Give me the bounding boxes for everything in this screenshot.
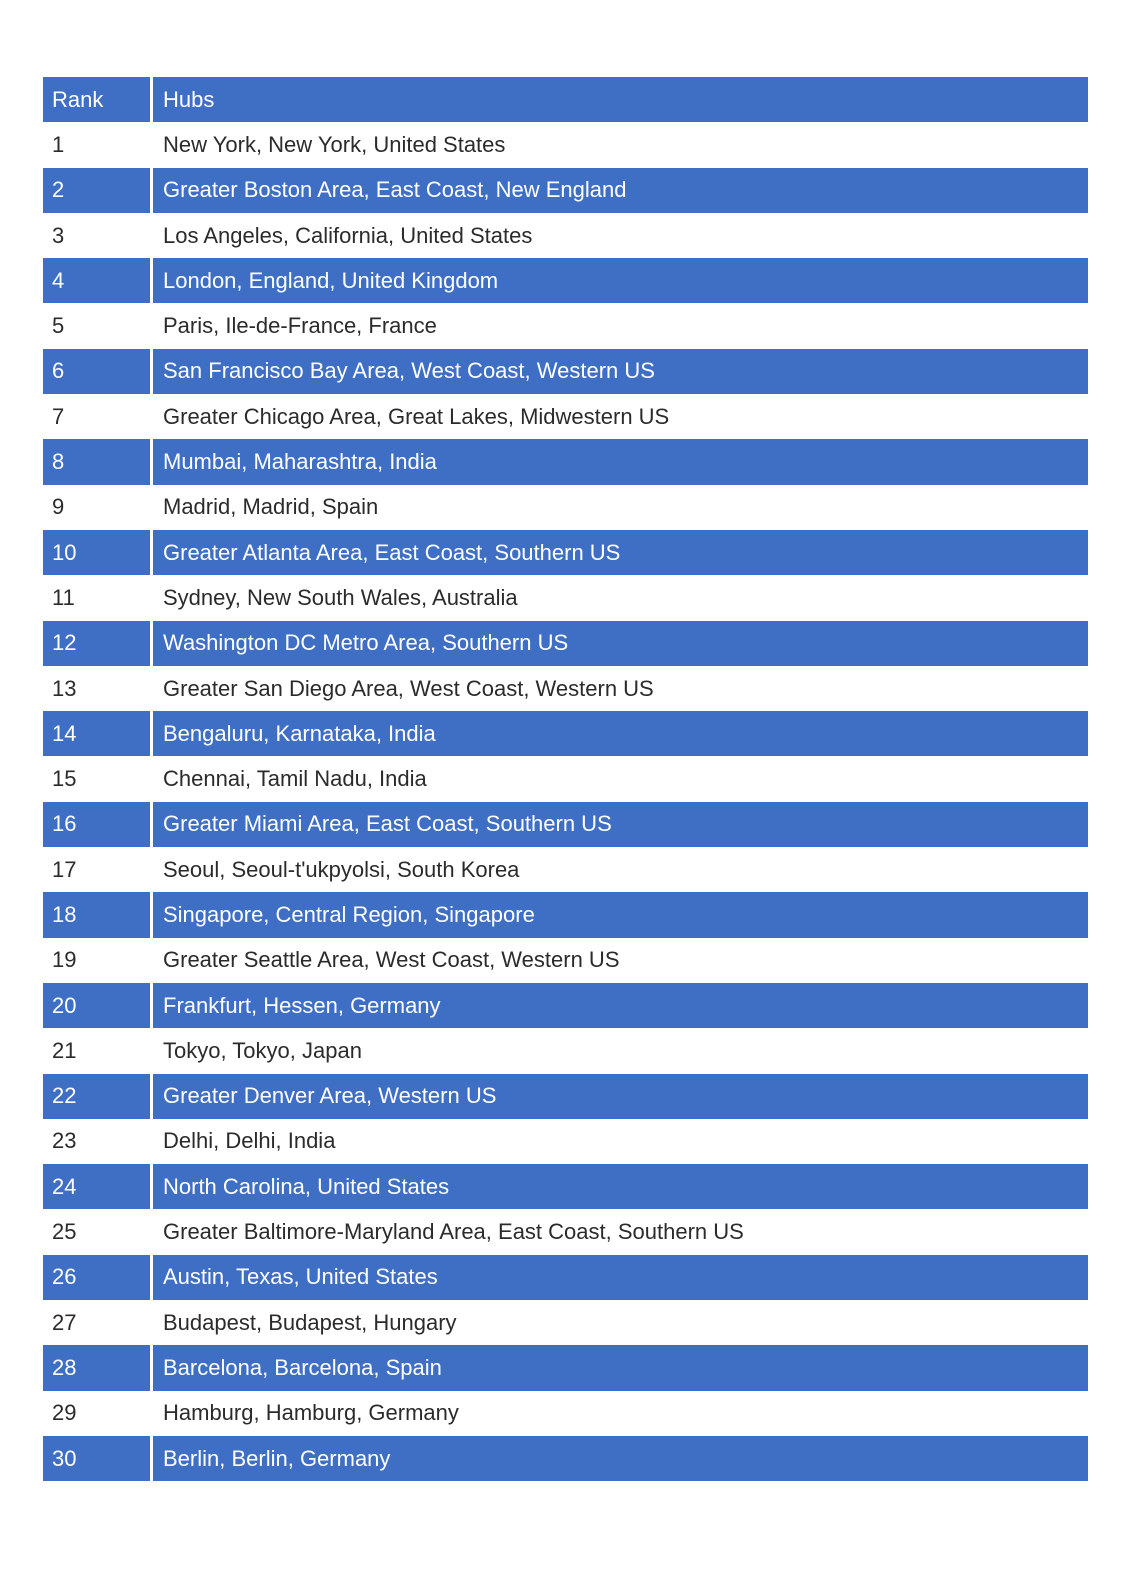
table-row [43,439,1088,484]
rank-cell: 16 [43,802,150,847]
rank-cell: 11 [43,575,150,620]
rank-cell: 7 [43,394,150,439]
rank-cell: 3 [43,213,150,258]
rank-cell: 14 [43,711,150,756]
hub-cell: Singapore, Central Region, Singapore [153,892,1088,937]
table-row [43,258,1088,303]
table-row [43,575,1088,620]
header-rank: Rank [43,77,150,122]
rank-cell: 8 [43,439,150,484]
table-row [43,847,1088,892]
table-row [43,303,1088,348]
rank-cell: 13 [43,666,150,711]
header-hubs: Hubs [153,77,1088,122]
hub-cell: Greater Boston Area, East Coast, New England [153,168,1088,213]
table-row [43,666,1088,711]
rank-cell: 6 [43,349,150,394]
hub-cell: Greater Chicago Area, Great Lakes, Midwestern US [153,394,1088,439]
rank-cell: 26 [43,1255,150,1300]
rank-cell: 20 [43,983,150,1028]
rank-cell: 2 [43,168,150,213]
table-row [43,1255,1088,1300]
table-row [43,983,1088,1028]
table-body [43,122,1088,1481]
table-row [43,1164,1088,1209]
table-row [43,530,1088,575]
rank-cell: 28 [43,1345,150,1390]
table-row [43,349,1088,394]
table-row [43,938,1088,983]
hub-cell: Austin, Texas, United States [153,1255,1088,1300]
table-row [43,892,1088,937]
hub-cell: Greater Baltimore-Maryland Area, East Coast, Southern US [153,1209,1088,1254]
hub-cell: Frankfurt, Hessen, Germany [153,983,1088,1028]
rank-cell: 19 [43,938,150,983]
table-row [43,1119,1088,1164]
hub-cell: Madrid, Madrid, Spain [153,485,1088,530]
rank-cell: 4 [43,258,150,303]
hub-cell: Seoul, Seoul-t'ukpyolsi, South Korea [153,847,1088,892]
rank-cell: 12 [43,621,150,666]
table-row [43,802,1088,847]
rank-cell: 27 [43,1300,150,1345]
rank-cell: 25 [43,1209,150,1254]
rank-cell: 17 [43,847,150,892]
rank-cell: 9 [43,485,150,530]
hub-cell: Greater Seattle Area, West Coast, Western US [153,938,1088,983]
hub-cell: Los Angeles, California, United States [153,213,1088,258]
rank-cell: 10 [43,530,150,575]
rank-cell: 23 [43,1119,150,1164]
hub-cell: Greater Atlanta Area, East Coast, Southern US [153,530,1088,575]
table-row [43,1074,1088,1119]
rank-cell: 1 [43,122,150,167]
table-row [43,1345,1088,1390]
hub-cell: Mumbai, Maharashtra, India [153,439,1088,484]
hub-cell: Sydney, New South Wales, Australia [153,575,1088,620]
rank-cell: 29 [43,1391,150,1436]
table-row [43,1436,1088,1481]
hub-cell: San Francisco Bay Area, West Coast, Western US [153,349,1088,394]
rank-cell: 22 [43,1074,150,1119]
hub-cell: Hamburg, Hamburg, Germany [153,1391,1088,1436]
rank-cell: 18 [43,892,150,937]
table-row [43,756,1088,801]
hub-cell: Barcelona, Barcelona, Spain [153,1345,1088,1390]
hub-cell: North Carolina, United States [153,1164,1088,1209]
hub-cell: Bengaluru, Karnataka, India [153,711,1088,756]
hub-cell: London, England, United Kingdom [153,258,1088,303]
hub-cell: Paris, Ile-de-France, France [153,303,1088,348]
rank-cell: 24 [43,1164,150,1209]
table-row [43,394,1088,439]
table-header [43,77,1088,122]
table-row [43,1391,1088,1436]
hub-cell: Budapest, Budapest, Hungary [153,1300,1088,1345]
table-row [43,485,1088,530]
hub-cell: Tokyo, Tokyo, Japan [153,1028,1088,1073]
table-row [43,168,1088,213]
rank-cell: 5 [43,303,150,348]
hub-cell: Delhi, Delhi, India [153,1119,1088,1164]
table-row [43,1300,1088,1345]
table-row [43,1209,1088,1254]
hub-cell: Chennai, Tamil Nadu, India [153,756,1088,801]
rank-cell: 30 [43,1436,150,1481]
hubs-table [43,77,1088,1481]
table-row [43,711,1088,756]
table-row [43,122,1088,167]
hub-cell: Greater San Diego Area, West Coast, Western US [153,666,1088,711]
hub-cell: Greater Miami Area, East Coast, Southern US [153,802,1088,847]
hub-cell: Berlin, Berlin, Germany [153,1436,1088,1481]
rank-cell: 21 [43,1028,150,1073]
table-row [43,213,1088,258]
table-row [43,621,1088,666]
table-row [43,1028,1088,1073]
hub-cell: Greater Denver Area, Western US [153,1074,1088,1119]
hub-cell: New York, New York, United States [153,122,1088,167]
hub-cell: Washington DC Metro Area, Southern US [153,621,1088,666]
rank-cell: 15 [43,756,150,801]
